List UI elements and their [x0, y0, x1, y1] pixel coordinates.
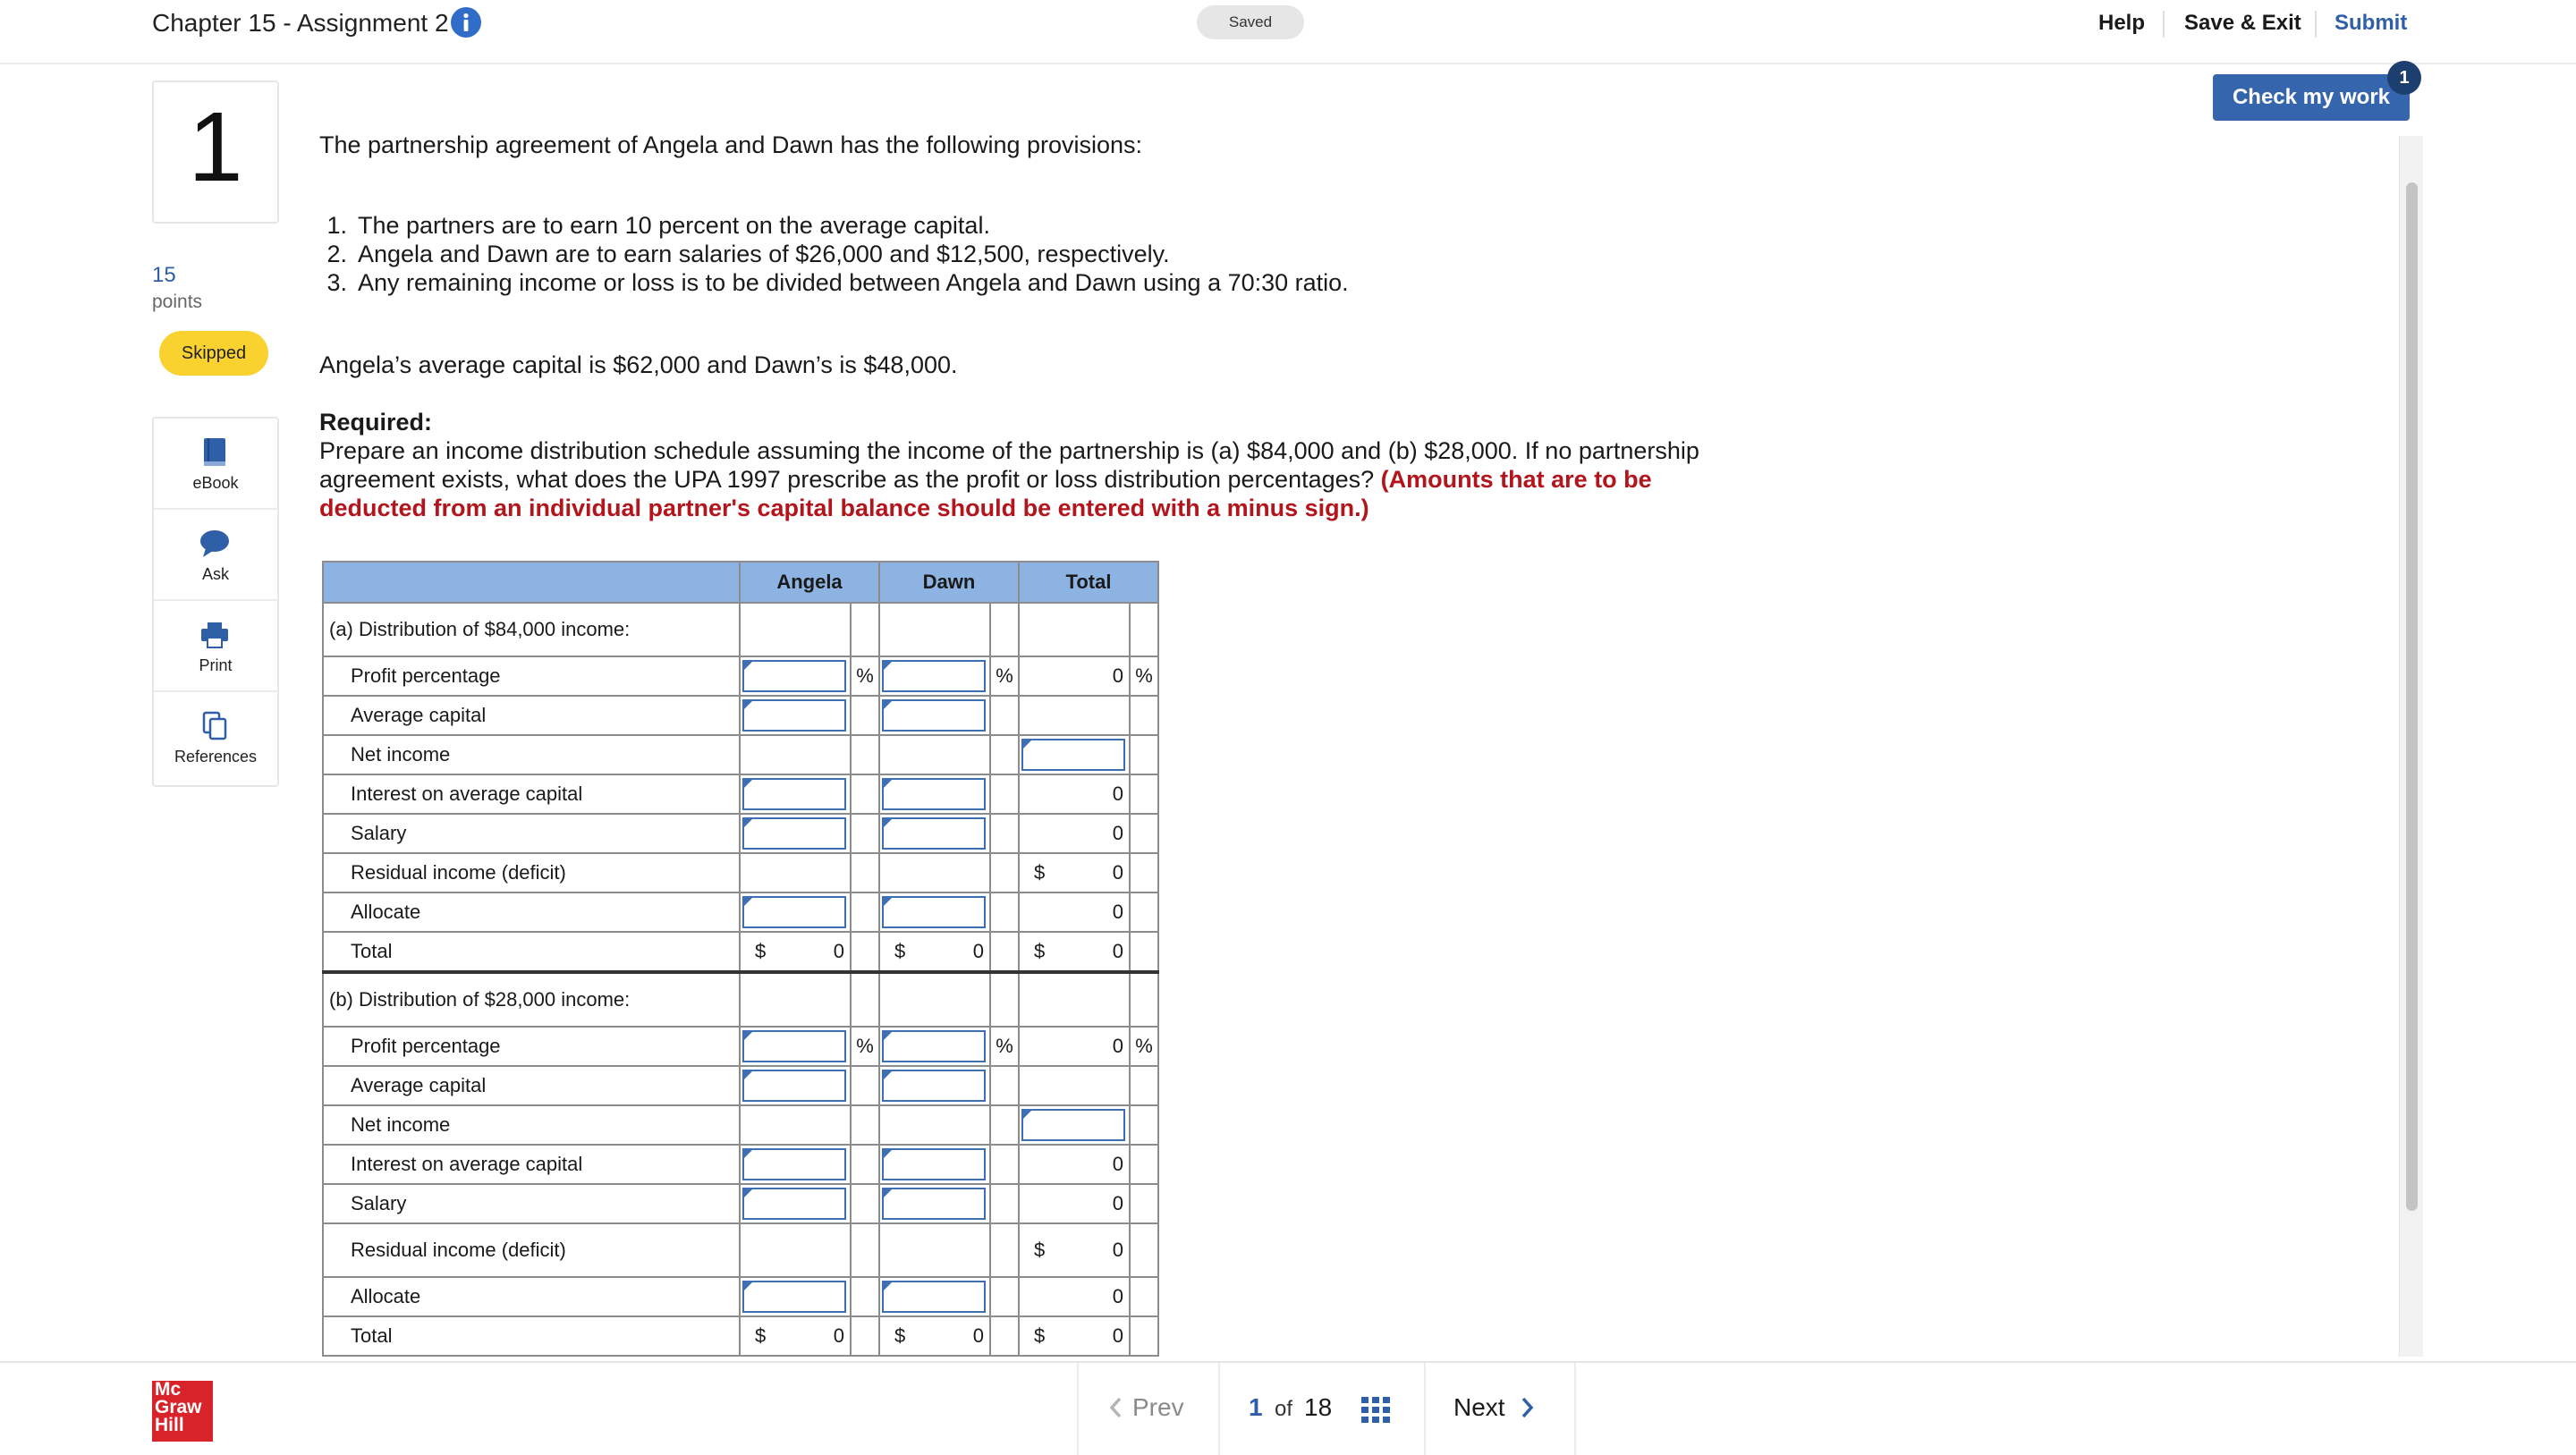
saved-status: Saved — [1197, 5, 1304, 39]
total-interest-b: 0 — [1019, 1145, 1130, 1184]
vertical-scrollbar[interactable] — [2399, 136, 2423, 1357]
table-row — [323, 1223, 1158, 1277]
top-bar — [0, 0, 2576, 64]
dawn-total-a: $ 0 — [879, 932, 990, 972]
dawn-interest-input-a[interactable] — [882, 778, 986, 810]
required-line: agreement exists, what does the UPA 1997 prescribe as the profit or loss distribution percentages? (Amounts that are to be — [319, 466, 1652, 493]
help-link[interactable]: Help — [2098, 11, 2146, 35]
table-row: Profit percentage % % 0 % — [323, 656, 1158, 696]
angela-interest-input-a[interactable] — [742, 778, 846, 810]
total-allocate-b: 0 — [1019, 1277, 1130, 1316]
mcgraw-hill-logo: Mc Graw Hill — [152, 1381, 213, 1442]
chevron-right-icon — [1520, 1396, 1536, 1419]
header-divider — [2163, 11, 2165, 38]
dawn-profit-pct-input-a[interactable] — [882, 660, 986, 692]
header-dawn: Dawn — [879, 562, 1019, 603]
table-row — [323, 814, 1158, 853]
header-total: Total — [1019, 562, 1158, 603]
section-a-label: (a) Distribution of $84,000 income: — [323, 603, 740, 656]
ask-label: Ask — [201, 565, 229, 583]
angela-salary-input-b[interactable] — [742, 1188, 846, 1220]
row-label: Net income — [323, 735, 740, 774]
total-net-income-input-a[interactable] — [1021, 739, 1125, 771]
intro-text: The partnership agreement of Angela and Dawn has the following provisions: — [319, 131, 1143, 158]
ebook-label: eBook — [192, 474, 239, 492]
dawn-total-b: $ 0 — [879, 1316, 990, 1356]
total-profit-pct-b: 0 — [1019, 1027, 1130, 1066]
angela-allocate-input-b[interactable] — [742, 1281, 846, 1313]
total-salary-b: 0 — [1019, 1184, 1130, 1223]
references-label: References — [174, 748, 258, 766]
required-line: Prepare an income distribution schedule assuming the income of the partnership is (a) $84,000 and (b) $28,000. If no partnership — [319, 437, 1699, 464]
row-label: Total — [323, 1316, 740, 1356]
section-b-label: (b) Distribution of $28,000 income: — [323, 972, 740, 1027]
section-row — [323, 972, 1158, 1027]
footer-divider — [1424, 1363, 1426, 1455]
table-row — [323, 1184, 1158, 1223]
row-label: Average capital — [323, 696, 740, 735]
prev-button[interactable]: Prev — [1107, 1393, 1184, 1422]
total-interest-a: 0 — [1019, 774, 1130, 814]
print-label: Print — [199, 656, 233, 674]
assignment-title: Chapter 15 - Assignment 2 — [152, 9, 449, 37]
scrollbar-thumb[interactable] — [2406, 182, 2418, 1211]
total-residual-b: $ 0 — [1019, 1223, 1130, 1277]
dawn-interest-input-b[interactable] — [882, 1148, 986, 1180]
total-net-income-input-b[interactable] — [1021, 1109, 1125, 1141]
chevron-left-icon — [1107, 1396, 1123, 1419]
footer-divider — [1574, 1363, 1576, 1455]
capital-text: Angela’s average capital is $62,000 and Dawn’s is $48,000. — [319, 351, 958, 378]
question-grid-icon[interactable] — [1361, 1397, 1390, 1428]
angela-profit-pct-input-a[interactable] — [742, 660, 846, 692]
printer-icon — [199, 619, 231, 651]
row-label: Allocate — [323, 1277, 740, 1316]
row-label: Salary — [323, 1184, 740, 1223]
row-label: Residual income (deficit) — [323, 853, 740, 892]
question-number-box — [152, 80, 279, 224]
table-row — [323, 1277, 1158, 1316]
section-row — [323, 603, 1158, 656]
table-row: Profit percentage % % 0 % — [323, 1027, 1158, 1066]
bottom-bar — [0, 1361, 2576, 1455]
ask-button[interactable] — [154, 510, 277, 601]
row-label: Interest on average capital — [323, 1145, 740, 1184]
total-salary-a: 0 — [1019, 814, 1130, 853]
copy-icon — [199, 710, 231, 742]
submit-link[interactable]: Submit — [2334, 11, 2408, 35]
dawn-allocate-input-b[interactable] — [882, 1281, 986, 1313]
chat-bubble-icon — [199, 528, 231, 560]
required-block — [319, 408, 1699, 522]
print-button[interactable] — [154, 601, 277, 692]
total-allocate-a: 0 — [1019, 892, 1130, 932]
angela-avg-capital-input-b[interactable] — [742, 1070, 846, 1102]
income-distribution-table — [322, 561, 1159, 1357]
table-header-row — [323, 562, 1158, 603]
angela-interest-input-b[interactable] — [742, 1148, 846, 1180]
dawn-avg-capital-input-a[interactable] — [882, 699, 986, 732]
row-label: Residual income (deficit) — [323, 1223, 740, 1277]
table-row — [323, 892, 1158, 932]
required-heading: Required: — [319, 409, 433, 436]
table-row — [323, 1145, 1158, 1184]
total-residual-a: $ 0 — [1019, 853, 1130, 892]
footer-divider — [1218, 1363, 1220, 1455]
save-exit-link[interactable]: Save & Exit — [2184, 11, 2301, 35]
dawn-allocate-input-a[interactable] — [882, 896, 986, 928]
row-label: Allocate — [323, 892, 740, 932]
check-attempts-badge: 1 — [2387, 61, 2421, 95]
provision-item: 3. Any remaining income or loss is to be divided between Angela and Dawn using a 70:30 ratio. — [326, 269, 1349, 296]
angela-total-a: $ 0 — [740, 932, 851, 972]
skipped-badge: Skipped — [159, 331, 268, 376]
page-of: of — [1275, 1397, 1293, 1421]
question-number: 1 — [188, 92, 243, 202]
angela-allocate-input-a[interactable] — [742, 896, 846, 928]
dawn-profit-pct-input-b[interactable] — [882, 1030, 986, 1062]
ebook-button[interactable] — [154, 419, 277, 510]
total-profit-pct-a: 0 — [1019, 656, 1130, 696]
table-row — [323, 853, 1158, 892]
header-blank — [323, 562, 740, 603]
total-total-b: $ 0 — [1019, 1316, 1130, 1356]
total-total-a: $ 0 — [1019, 932, 1130, 972]
table-row — [323, 735, 1158, 774]
table-row — [323, 696, 1158, 735]
references-button[interactable] — [154, 692, 277, 782]
required-note: deducted from an individual partner's capital balance should be entered with a minus sign.) — [319, 495, 1369, 521]
header-divider — [2315, 11, 2317, 38]
row-label: Net income — [323, 1105, 740, 1145]
row-label: Salary — [323, 814, 740, 853]
table-row — [323, 932, 1158, 972]
table-row — [323, 1316, 1158, 1356]
row-label: Average capital — [323, 1066, 740, 1105]
table-row — [323, 774, 1158, 814]
dawn-salary-input-a[interactable] — [882, 817, 986, 850]
table-row — [323, 1105, 1158, 1145]
row-label: Profit percentage — [323, 1027, 740, 1066]
header-angela: Angela — [740, 562, 879, 603]
total-pages: 18 — [1304, 1393, 1333, 1421]
provision-item: 1. The partners are to earn 10 percent on the average capital. — [326, 212, 990, 239]
angela-profit-pct-input-b[interactable] — [742, 1030, 846, 1062]
provision-item: 2. Angela and Dawn are to earn salaries of $26,000 and $12,500, respectively. — [326, 241, 1170, 267]
check-my-work-button[interactable]: Check my work — [2213, 74, 2410, 121]
points-value: 15 — [152, 263, 176, 287]
dawn-salary-input-b[interactable] — [882, 1188, 986, 1220]
footer-divider — [1077, 1363, 1079, 1455]
next-button[interactable]: Next — [1453, 1393, 1536, 1422]
tools-panel — [152, 417, 279, 787]
provisions-list — [311, 211, 1349, 297]
angela-avg-capital-input-a[interactable] — [742, 699, 846, 732]
dawn-avg-capital-input-b[interactable] — [882, 1070, 986, 1102]
table-row — [323, 1066, 1158, 1105]
info-icon[interactable] — [451, 7, 481, 38]
angela-salary-input-a[interactable] — [742, 817, 846, 850]
row-label: Profit percentage — [323, 656, 740, 696]
book-icon — [199, 436, 231, 469]
row-label: Total — [323, 932, 740, 972]
points-label: points — [152, 292, 203, 312]
row-label: Interest on average capital — [323, 774, 740, 814]
current-page: 1 — [1249, 1393, 1263, 1421]
angela-total-b: $ 0 — [740, 1316, 851, 1356]
